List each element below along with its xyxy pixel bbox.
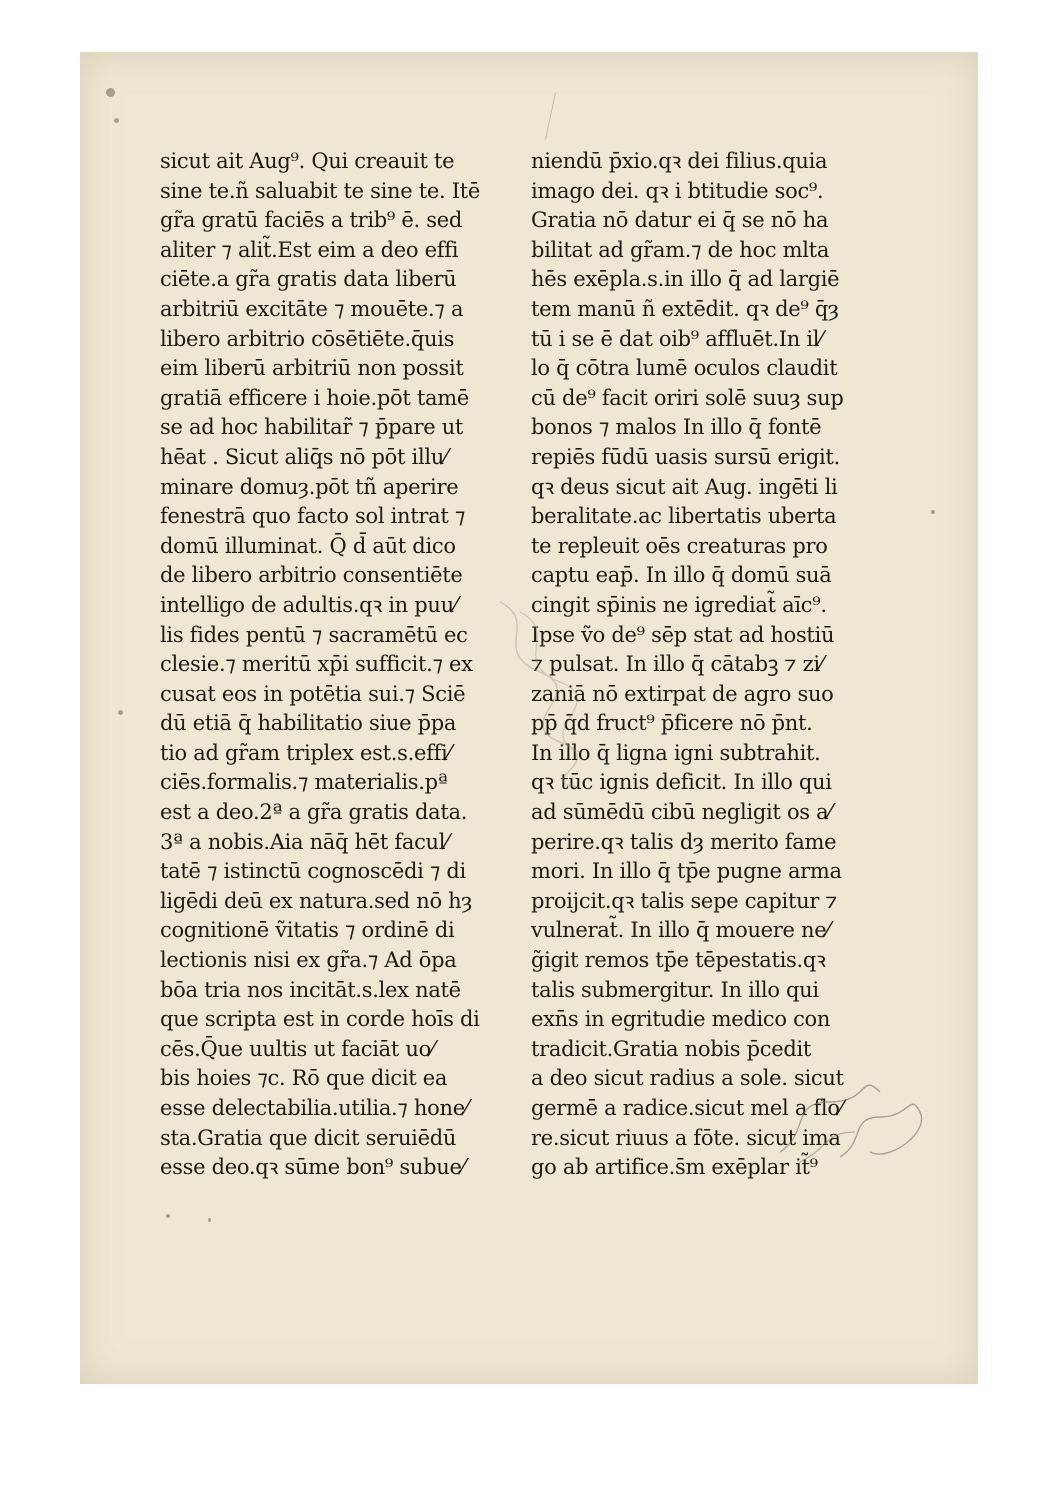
right-column-text-line: niendū p̄xio.qꝛ dei filius.quia <box>531 149 828 173</box>
paper-crease <box>545 92 556 139</box>
right-column-text-line: g̃igit remos tp̄e tēpestatis.qꝛ <box>531 948 826 973</box>
left-column-text-line: gratiā efficere i hoie.pōt tamē <box>160 385 469 410</box>
left-column-text-line: cusat eos in potētia sui.⁊ Sciē <box>160 681 466 706</box>
left-column-text-line: clesie.⁊ meritū xp̄i sufficit.⁊ ex <box>160 652 473 677</box>
right-column-text-line: lo q̄ cōtra lumē oculos claudit <box>531 356 838 381</box>
ink-speck <box>166 1214 170 1218</box>
left-column-text-line: tio ad gr̃am triplex est.s.effi⁄ <box>160 740 451 765</box>
right-column-text-line: tradicit.Gratia nobis p̄cedit <box>531 1036 812 1061</box>
left-column-text-line: est a deo.2ª a gr̃a gratis data. <box>160 800 468 825</box>
left-column-text-line: 3ª a nobis.Aia nāq̄ hēt facul⁄ <box>160 829 449 854</box>
ink-speck <box>106 88 115 97</box>
left-column-text-line: minare domuȝ.pōt tñ aperire <box>160 474 459 499</box>
right-column-text-line: pp̄ q̄d fruct⁹ p̄ficere nō p̄nt. <box>531 711 813 736</box>
left-column-text-line: ligēdi deū ex natura.sed nō hȝ <box>160 888 473 913</box>
left-column-text-line: gr̃a gratū faciēs a trib⁹ ē. sed <box>160 208 463 233</box>
right-column-text-line: zaniā nō extirpat de agro suo <box>531 681 834 706</box>
left-column-text-line: lis fides pentū ⁊ sacramētū ec <box>160 622 468 647</box>
right-column-text-line: Ipse ṽo de⁹ sēp stat ad hostiū <box>531 622 835 647</box>
right-column-text-line: perire.qꝛ talis dȝ merito fame <box>531 829 837 854</box>
right-column-text-line: bilitat ad gr̃am.⁊ de hoc mlta <box>531 237 830 262</box>
right-column-text-line: go ab artifice.s̄m exēplar it̃⁹ <box>531 1155 818 1180</box>
left-column-text-line: esse deo.qꝛ sūme bon⁹ subue⁄ <box>160 1155 465 1180</box>
left-column-text-line: cognitionē ṽitatis ⁊ ordinē di <box>160 918 455 943</box>
right-column-text-line: hēs exēpla.s.in illo q̄ ad largiē <box>531 267 840 292</box>
left-column-text-line: tatē ⁊ istinctū cognoscēdi ⁊ di <box>160 859 466 884</box>
right-column-text-line: qꝛ deus sicut ait Aug. ingēti li <box>531 474 838 499</box>
right-column-text-line: cū de⁹ facit oriri solē suuȝ sup <box>531 385 844 410</box>
left-column-text-line: de libero arbitrio consentiēte <box>160 563 463 588</box>
left-column-text-line: intelligo de adultis.qꝛ in puu⁄ <box>160 592 458 617</box>
right-column-text-line: tem manū ñ extēdit. qꝛ de⁹ q̄ȝ <box>531 296 839 321</box>
right-column-text-line: proijcit.qꝛ talis sepe capitur ⁊ <box>531 888 838 913</box>
left-text-column <box>160 147 480 1183</box>
right-column-text-line: captu eap̄. In illo q̄ domū suā <box>531 563 832 588</box>
left-column-text-line: bis hoies ⁊c. Rō que dicit ea <box>160 1066 448 1091</box>
left-column-text-line: eim liberū arbitriū non possit <box>160 356 464 381</box>
left-column-text-line: fenestrā quo facto sol intrat ⁊ <box>160 504 466 529</box>
right-column-text-line: germē a radice.sicut mel a flo⁄ <box>531 1096 843 1120</box>
right-column-text-line: tū i se ē dat oib⁹ affluēt.In il⁄ <box>531 326 823 351</box>
right-column-text-line: imago dei. qꝛ i btitudie soc⁹. <box>531 178 824 203</box>
right-column-text-line: ⁊ pulsat. In illo q̄ cātabꝫ ⁊ zi⁄ <box>531 652 824 677</box>
corner-watermark-flourish <box>770 1062 930 1172</box>
left-column-text-line: sicut ait Aug⁹. Qui creauit te <box>160 149 455 173</box>
right-column-text-line: In illo q̄ ligna igni subtrahit. <box>531 740 821 765</box>
left-column-text-line: arbitriū excitāte ⁊ mouēte.⁊ a <box>160 296 464 321</box>
right-column-text-line: ad sūmēdū cibū negligit os a⁄ <box>531 800 832 825</box>
left-column-text-line: que scripta est in corde hoīs di <box>160 1007 480 1032</box>
ink-speck <box>931 510 935 514</box>
right-column-text-line: repiēs fūdū uasis sursū erigit. <box>531 444 840 469</box>
right-column-text-line: bonos ⁊ malos In illo q̄ fontē <box>531 415 822 440</box>
left-column-text-line: ciēte.a gr̃a gratis data liberū <box>160 267 457 292</box>
right-column-text-line: te repleuit oēs creaturas pro <box>531 533 828 558</box>
manuscript-page <box>80 52 978 1384</box>
right-column-text-line: a deo sicut radius a sole. sicut <box>531 1066 844 1091</box>
ink-speck <box>118 710 123 715</box>
left-column-text-line: aliter ⁊ alit̃.Est eim a deo effi <box>160 237 459 262</box>
right-column-text-line: talis submergitur. In illo qui <box>531 977 819 1002</box>
right-column-text-line: exn̄s in egritudie medico con <box>531 1007 831 1032</box>
left-column-text-line: lectionis nisi ex gr̃a.⁊ Ad ōpa <box>160 948 457 973</box>
right-column-text-line: re.sicut riuus a fōte. sicut ima <box>531 1125 841 1150</box>
left-column-text-line: ciēs.formalis.⁊ materialis.pª <box>160 770 448 795</box>
left-column-text-line: domū illuminat. Q̄ d̄ aūt dico <box>160 533 456 558</box>
left-column-text-line: dū etiā q̄ habilitatio siue p̄pa <box>160 711 457 736</box>
ink-speck <box>114 118 119 123</box>
left-column-text-line: se ad hoc habilitar̃ ⁊ p̄pare ut <box>160 415 464 440</box>
right-column-text-line: beralitate.ac libertatis uberta <box>531 504 837 529</box>
right-column-text-line: mori. In illo q̄ tp̄e pugne arma <box>531 859 842 884</box>
left-column-text-line: cēs.Q̄ue uultis ut faciāt uo⁄ <box>160 1036 435 1061</box>
left-column-text-line: bōa tria nos incitāt.s.lex natē <box>160 977 461 1002</box>
left-column-text-line: esse delectabilia.utilia.⁊ hone⁄ <box>160 1096 469 1120</box>
ink-speck <box>208 1218 211 1222</box>
left-column-text-line: sta.Gratia que dicit seruiēdū <box>160 1125 457 1150</box>
center-watermark-flourish <box>480 592 600 792</box>
right-column-text-line: vulnerat̃. In illo q̄ mouere ne⁄ <box>531 918 830 943</box>
left-column-text-line: hēat . Sicut aliq̄s nō pōt illu⁄ <box>160 444 448 469</box>
left-column-text-line: sine te.ñ saluabit te sine te. Itē <box>160 178 481 203</box>
left-column-text-line: libero arbitrio cōsētiēte.q̄uis <box>160 326 455 351</box>
right-column-text-line: qꝛ tūc ignis deficit. In illo qui <box>531 770 832 795</box>
right-column-text-line: Gratia nō datur ei q̄ se nō ha <box>531 208 829 233</box>
right-column-text-line: cingit sp̄inis ne igrediat̃ aīc⁹. <box>531 592 827 617</box>
